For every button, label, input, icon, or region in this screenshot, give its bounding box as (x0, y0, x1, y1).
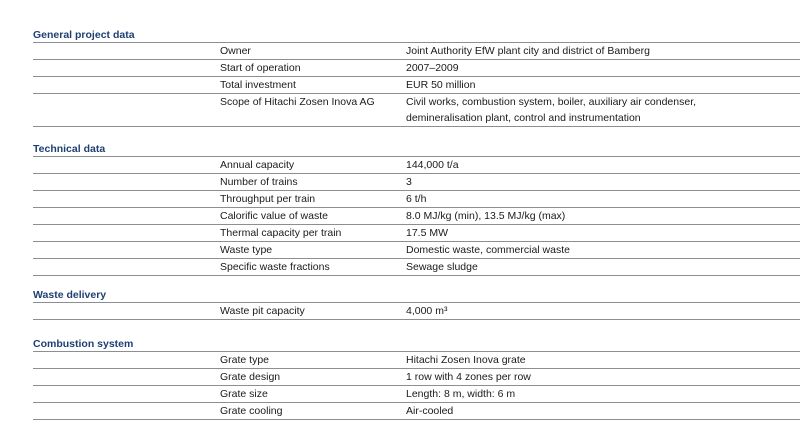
table-row (33, 77, 800, 94)
table-row (33, 242, 800, 259)
row-label: Specific waste fractions (220, 261, 330, 273)
section-title: Technical data (33, 142, 800, 157)
table-row (33, 303, 800, 320)
table-row (33, 369, 800, 386)
row-value-line: demineralisation plant, control and instrumentation (406, 112, 641, 124)
table-row (33, 60, 800, 77)
section-title: Waste delivery (33, 288, 800, 303)
table-row (33, 259, 800, 276)
row-label: Grate size (220, 388, 268, 400)
table-row (33, 43, 800, 60)
row-label: Throughput per train (220, 193, 316, 205)
row-value: Sewage sludge (406, 261, 478, 273)
row-value: 8.0 MJ/kg (min), 13.5 MJ/kg (max) (406, 210, 566, 222)
row-label: Scope of Hitachi Zosen Inova AG (220, 96, 375, 108)
section-waste-delivery (33, 288, 800, 320)
table-row (33, 174, 800, 191)
row-value: Joint Authority EfW plant city and district of Bamberg (406, 45, 650, 57)
row-label: Owner (220, 45, 251, 57)
table-row (33, 191, 800, 208)
row-value: Air-cooled (406, 405, 454, 417)
row-label: Thermal capacity per train (220, 227, 342, 239)
row-value: 1 row with 4 zones per row (406, 371, 531, 383)
row-label: Waste pit capacity (220, 305, 305, 317)
section-title: Combustion system (33, 337, 800, 352)
table-row (33, 225, 800, 242)
row-label: Grate type (220, 354, 270, 366)
row-label: Start of operation (220, 62, 301, 74)
table-row (33, 386, 800, 403)
table-row (33, 157, 800, 174)
row-value: 4,000 m³ (406, 305, 448, 317)
row-value (406, 94, 696, 126)
row-value: Domestic waste, commercial waste (406, 244, 570, 256)
row-label: Calorific value of waste (220, 210, 328, 222)
row-value: 144,000 t/a (406, 159, 459, 171)
section-general-project-data (33, 28, 800, 127)
row-value: 3 (406, 176, 412, 188)
table-row (33, 352, 800, 369)
row-value-line: Civil works, combustion system, boiler, auxiliary air condenser, (406, 96, 697, 108)
row-value: 17.5 MW (406, 227, 449, 239)
section-technical-data (33, 142, 800, 276)
row-label: Total investment (220, 79, 296, 91)
row-label: Grate cooling (220, 405, 283, 417)
row-label: Annual capacity (220, 159, 295, 171)
row-value: Hitachi Zosen Inova grate (406, 354, 526, 366)
table-row (33, 208, 800, 225)
row-value: Length: 8 m, width: 6 m (406, 388, 516, 400)
table-row (33, 94, 800, 127)
row-label: Waste type (220, 244, 273, 256)
section-title: General project data (33, 28, 800, 43)
table-row (33, 403, 800, 420)
row-value: EUR 50 million (406, 79, 476, 91)
row-label: Grate design (220, 371, 281, 383)
row-value: 6 t/h (406, 193, 427, 205)
section-combustion-system (33, 337, 800, 420)
row-value: 2007–2009 (406, 62, 459, 74)
row-label: Number of trains (220, 176, 298, 188)
